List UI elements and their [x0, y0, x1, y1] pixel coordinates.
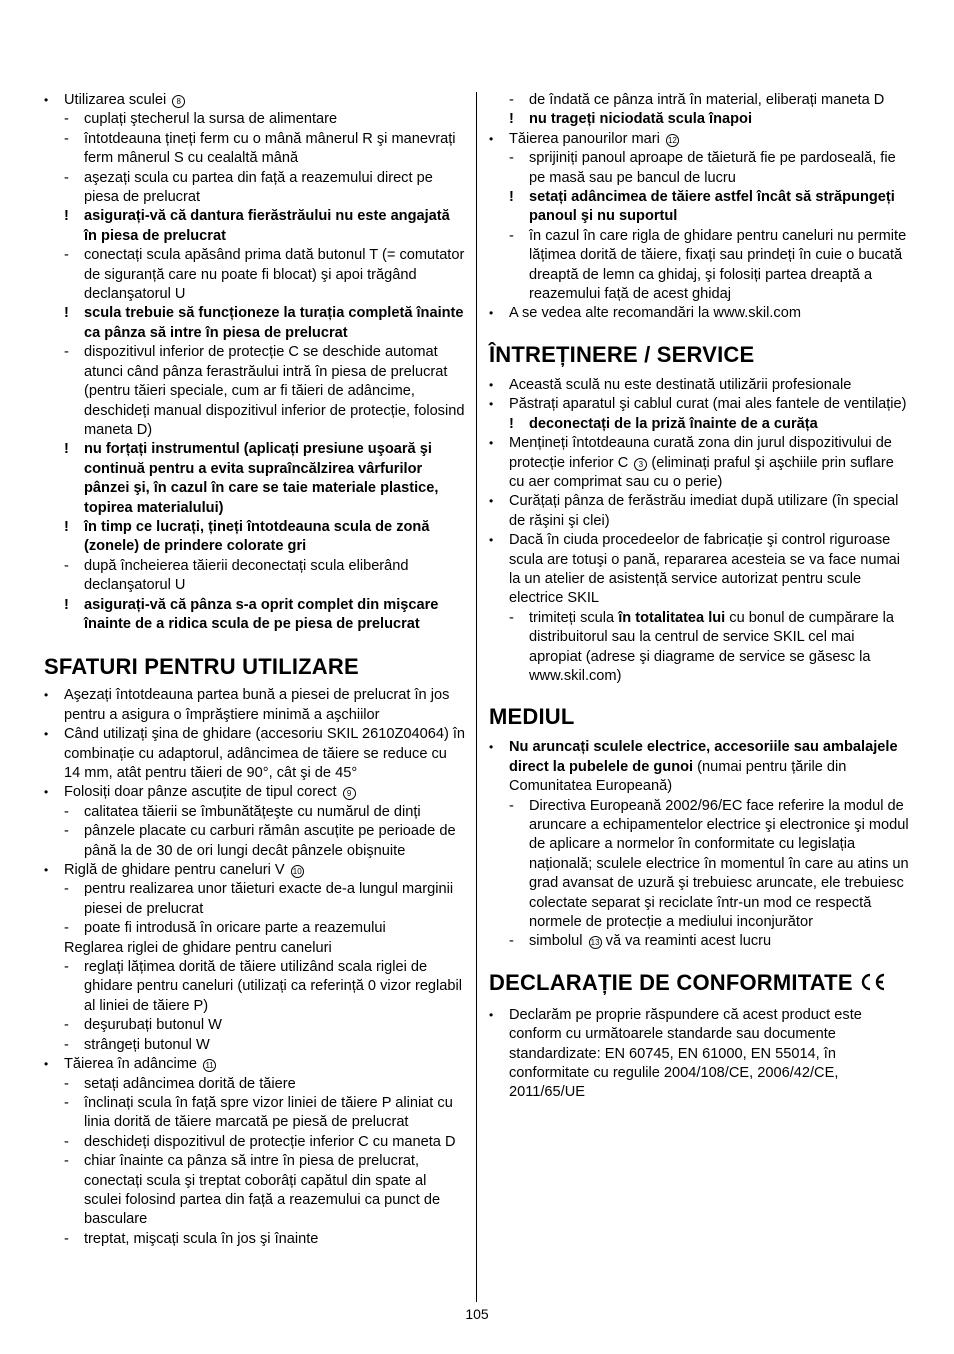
- list-marker: •: [489, 494, 494, 509]
- bullet-item: [489, 492, 911, 531]
- bullet-item: [44, 861, 466, 880]
- warning-item: [64, 440, 466, 518]
- item-text: [529, 933, 771, 949]
- section-heading-conformity: [489, 970, 911, 998]
- text: strângeți butonul W: [84, 1036, 210, 1053]
- list-marker: -: [64, 130, 69, 147]
- text: A se vedea alte recomandări la www.skil.com: [509, 305, 802, 322]
- list-marker: -: [64, 803, 69, 820]
- item-text: [64, 940, 332, 956]
- item-text: [84, 1231, 318, 1247]
- item-text: [84, 823, 456, 858]
- item-text: [64, 862, 304, 878]
- figure-reference-icon: 13: [589, 936, 602, 949]
- item-text: [84, 597, 438, 632]
- figure-reference-icon: 12: [666, 134, 679, 147]
- bullet-item: [44, 783, 466, 802]
- text: nu trageți niciodată scula înapoi: [529, 111, 752, 128]
- list-marker: !: [64, 441, 69, 458]
- list-item: [64, 246, 466, 304]
- list-marker: -: [509, 92, 514, 108]
- left-column: [44, 91, 466, 1249]
- text: setați adâncimea dorită de tăiere: [84, 1075, 296, 1092]
- list-marker: -: [509, 150, 514, 167]
- warning-item: [509, 188, 911, 227]
- list-marker: •: [489, 1007, 494, 1022]
- right-usage-continued-list: [489, 91, 911, 324]
- right-column: [489, 91, 911, 1103]
- item-text: [509, 377, 851, 393]
- item-text: [84, 247, 464, 302]
- bullet-item: [44, 686, 466, 725]
- list-item: [64, 130, 466, 169]
- text: înclinați scula în față spre vizor liniei de tăiere P aliniat cu linia dorită de tăiere marcată pe piesă de prelucrat: [84, 1094, 453, 1131]
- item-text: [84, 1037, 210, 1053]
- text: Dacă în ciuda procedeelor de fabricație şi control riguroase scula are totuşi o pană, repararea acesteia se va face numai la un atelier de asistență service autorizat pentru scule electrice SKIL: [509, 532, 901, 607]
- list-item: [509, 932, 911, 951]
- left-usage-list: [44, 91, 466, 634]
- left-tips-list: [44, 686, 466, 1249]
- item-text: [84, 441, 438, 515]
- item-text: [84, 1076, 296, 1092]
- item-text: [529, 610, 894, 684]
- text: Tăierea panourilor mari: [509, 130, 660, 147]
- list-marker: -: [64, 344, 69, 361]
- item-text: [529, 798, 909, 930]
- list-marker: -: [509, 933, 514, 950]
- page-number: 105: [465, 1306, 489, 1322]
- text: deschideți dispozitivul de protecție inferior C cu maneta D: [84, 1133, 456, 1150]
- item-text: [509, 305, 801, 321]
- column-divider: [476, 92, 477, 1302]
- text: de îndată ce pânza intră în material, eliberați maneta D: [529, 92, 885, 108]
- list-marker: -: [64, 1230, 69, 1247]
- list-item: [64, 1094, 466, 1133]
- warning-item: [509, 415, 911, 434]
- item-text: [84, 881, 453, 916]
- list-marker: •: [44, 93, 49, 107]
- text: scula trebuie să funcționeze la turația completă înainte ca pânza să intre în piesa de prelucrat: [84, 305, 464, 341]
- text: Utilizarea sculei: [64, 92, 167, 108]
- list-item: [64, 919, 466, 938]
- text: Tăierea în adâncime: [64, 1056, 198, 1073]
- figure-reference-icon: 11: [203, 1059, 216, 1072]
- item-text: [529, 189, 895, 224]
- text: conectați scula apăsând prima dată butonul T (= comutator de siguranță care nu poate fi blocat) şi apoi trăgând declanşatorul U: [84, 247, 465, 303]
- text: chiar înainte ca pânza să intre în piesa de prelucrat, conectați scula şi treptat coborâți capătul din spate al sculei folosind partea din față a reazemului ca punct de basculare: [84, 1153, 441, 1228]
- item-text: [529, 150, 896, 185]
- text: aşezați scula cu partea din față a reazemului direct pe piesa de prelucrat: [84, 169, 433, 206]
- list-marker: •: [44, 785, 49, 800]
- list-item: [64, 110, 466, 129]
- list-marker: -: [64, 1094, 69, 1111]
- item-text: [509, 739, 898, 794]
- text: (eliminați praful şi aşchiile prin suflare cu aer comprimat sau cu o perie): [509, 454, 894, 490]
- item-text: [509, 435, 894, 490]
- text: Când utilizați şina de ghidare (accesoriu SKIL 2610Z04064) în combinație cu adaptorul, adâncimea de tăiere se reduce cu 14 mm, atât pentru tăieri de 90°, cât şi de 45°: [64, 726, 466, 781]
- text: cu bonul de cumpărare la distribuitorul sau la centrul de service SKIL cel mai apropiat (adrese şi diagrame de service se găsesc la www.skil.com): [529, 609, 894, 684]
- right-conformity-list: [489, 1006, 911, 1103]
- list-marker: -: [509, 797, 514, 814]
- list-item: [64, 1075, 466, 1094]
- text: Directiva Europeană 2002/96/EC face referire la modul de aruncare a echipamentelor electrice şi electronice şi modul de aplicare a normelor în conformitate cu legislația națională; sculele electrice în momentul în care au atins un grad avansat de uzură şi trebuiesc aruncate, ele trebuiesc colectate separat şi reciclate într-un mod ce respectă normele de protecție a mediului inconjurător: [529, 797, 909, 931]
- right-environment-list: [489, 738, 911, 951]
- figure-reference-icon: 10: [291, 865, 304, 878]
- list-marker: -: [64, 1036, 69, 1053]
- text: calitatea tăierii se îmbunătățeşte cu numărul de dinți: [84, 803, 421, 820]
- item-text: [64, 784, 356, 800]
- bullet-item: [489, 434, 911, 492]
- bold-text: nu forțați instrumentul: [84, 441, 240, 458]
- list-marker: !: [64, 518, 69, 535]
- text: simbolul: [529, 933, 583, 950]
- list-item: [509, 227, 911, 305]
- list-marker: •: [44, 727, 49, 742]
- list-marker: -: [64, 1075, 69, 1092]
- list-marker: -: [64, 823, 69, 840]
- warning-item: [64, 518, 466, 557]
- list-marker: -: [64, 1153, 69, 1170]
- list-marker: •: [44, 1057, 49, 1072]
- text: reglați lățimea dorită de tăiere utilizând scala riglei de ghidare pentru caneluri (utilizați ca referință 0 vizor reglabil al liniei de tăiere P): [84, 959, 463, 1014]
- warning-item: [64, 304, 466, 343]
- list-marker: -: [64, 959, 69, 976]
- item-text: [84, 1153, 440, 1227]
- list-item: [64, 1152, 466, 1230]
- list-marker: •: [489, 306, 494, 321]
- list-marker: -: [64, 1133, 69, 1150]
- text: Curățați pânza de ferăstrău imediat după utilizare (în special de răşini şi clei): [509, 493, 899, 529]
- list-marker: -: [64, 881, 69, 898]
- list-marker: •: [44, 863, 49, 878]
- item-text: [84, 1017, 222, 1033]
- list-marker: !: [509, 415, 514, 432]
- list-marker: -: [64, 920, 69, 937]
- item-text: [84, 804, 421, 820]
- figure-reference-icon: 9: [343, 787, 356, 800]
- list-item: [64, 1036, 466, 1055]
- figure-reference-icon: 8: [172, 95, 185, 108]
- bullet-item: [489, 376, 911, 395]
- text: trimiteți scula: [529, 609, 619, 626]
- text: cuplați ştecherul la sursa de alimentare: [84, 111, 338, 128]
- bullet-item: [489, 395, 911, 414]
- list-marker: •: [489, 131, 494, 146]
- list-item: [509, 91, 911, 110]
- bullet-item: [489, 531, 911, 609]
- item-text: [64, 726, 465, 781]
- list-marker: -: [64, 1017, 69, 1034]
- list-marker: !: [64, 305, 69, 322]
- warning-item: [64, 596, 466, 635]
- list-item: [509, 149, 911, 188]
- list-marker: !: [509, 111, 514, 128]
- right-maintenance-list: [489, 376, 911, 687]
- text: (numai pentru țările din Comunitatea Europeană): [509, 758, 847, 795]
- item-text: [509, 493, 898, 528]
- bullet-item: [44, 725, 466, 783]
- bullet-item: [489, 304, 911, 323]
- item-text: [84, 558, 409, 593]
- list-item: [64, 1016, 466, 1035]
- section-heading-maintenance: ÎNTREȚINERE / SERVICE: [489, 341, 755, 367]
- list-item: [64, 169, 466, 208]
- list-marker: •: [44, 688, 49, 703]
- list-marker: !: [64, 596, 69, 613]
- bullet-item: [489, 738, 911, 796]
- text: în timp ce lucrați, țineți întotdeauna scula de zonă (zonele) de prindere colorate gri: [84, 518, 430, 555]
- list-marker: •: [489, 377, 494, 392]
- text: treptat, mişcați scula în jos şi înainte: [84, 1230, 319, 1247]
- text: dispozitivul inferior de protecție C se deschide automat atunci când pânza ferastrăului intră în piesa de prelucrat (pentru tăieri speciale, cum ar fi tăieri de adâncime, deschideți manual dispozitivul inferior de protecție, folosind maneta D): [84, 344, 465, 438]
- list-item: [64, 1230, 466, 1249]
- item-text: [84, 519, 429, 554]
- ce-mark-icon: [859, 972, 887, 998]
- list-item: [509, 609, 911, 687]
- list-marker: -: [509, 227, 514, 244]
- text: după încheierea tăierii deconectați scula eliberând declanşatorul U: [84, 557, 409, 594]
- list-item: [509, 797, 911, 933]
- list-marker: -: [64, 111, 69, 128]
- text: vă va reaminti acest lucru: [601, 933, 772, 950]
- list-marker: -: [64, 247, 69, 264]
- list-item: [64, 557, 466, 596]
- item-text: [509, 1007, 862, 1101]
- list-marker: -: [64, 169, 69, 186]
- text: Reglarea riglei de ghidare pentru caneluri: [64, 939, 332, 956]
- text: pânzele placate cu carburi rămân ascuțite pe perioade de până la de 30 de ori lungi decât pânzele obişnuite: [84, 823, 456, 859]
- list-item: [44, 939, 466, 958]
- list-marker: -: [64, 557, 69, 574]
- bullet-item: [44, 1055, 466, 1074]
- text: Mențineți întotdeauna curată zona din jurul dispozitivului de protecție inferior C: [509, 435, 892, 471]
- section-heading-environment: MEDIUL: [489, 704, 575, 730]
- item-text: [529, 92, 884, 108]
- text: în cazul în care rigla de ghidare pentru caneluri nu permite lățimea dorită de tăiere, fixați sau prindeți în cuie o bucată dreaptă de lemn ca ghidaj, şi folosiți partea dreaptă a reazemului față de acest ghidaj: [529, 227, 907, 303]
- list-marker: •: [489, 740, 494, 755]
- item-text: [64, 687, 449, 722]
- bold-text: Nu aruncați sculele electrice, accesoriile sau ambalajele direct la pubelele de gunoi: [509, 739, 898, 775]
- text: pentru realizarea unor tăieturi exacte de-a lungul marginii piesei de prelucrat: [84, 881, 454, 917]
- item-text: [529, 111, 752, 127]
- list-marker: !: [64, 208, 69, 225]
- item-text: [529, 416, 818, 432]
- item-text: [509, 532, 900, 606]
- text: (aplicați presiune uşoară şi continuă pentru a evita supraîncălzirea vârfurilor pânzei şi, în cazul în care se taie materiale plastice, topirea materialului): [84, 441, 439, 516]
- text: Declarăm pe proprie răspundere că acest product este conform cu următoarele standarde sau documente standardizate: EN 60745, EN 61000, EN 55014, în conformitate cu regulile 2004/108/CE, 2006/42/CE, 2011/65/UE: [509, 1006, 862, 1101]
- list-item: [64, 880, 466, 919]
- item-text: [84, 208, 450, 243]
- text: Folosiți doar pânze ascuțite de tipul corect: [64, 784, 337, 801]
- item-text: [84, 111, 337, 127]
- list-marker: !: [509, 189, 514, 206]
- item-text: [529, 228, 906, 302]
- item-text: [64, 92, 185, 108]
- text: asigurați-vă că dantura fierăstrăului nu este angajată în piesa de prelucrat: [84, 208, 450, 244]
- item-text: [509, 131, 679, 147]
- item-text: [84, 170, 433, 205]
- bold-text: în totalitatea lui: [618, 609, 726, 626]
- text: întotdeauna țineți ferm cu o mână mânerul R şi manevrați ferm mânerul S cu cealaltă mână: [84, 130, 456, 167]
- list-marker: •: [489, 533, 494, 548]
- item-text: [84, 1095, 453, 1130]
- figure-reference-icon: 3: [634, 458, 647, 471]
- list-marker: •: [489, 436, 494, 451]
- bullet-item: [489, 1006, 911, 1103]
- text: Această sculă nu este destinată utilizării profesionale: [509, 376, 852, 393]
- bullet-item: [44, 91, 466, 110]
- text: setați adâncimea de tăiere astfel încât să străpungeți panoul şi nu suportul: [529, 189, 895, 225]
- warning-item: [64, 207, 466, 246]
- item-text: [84, 959, 462, 1014]
- list-item: [64, 1133, 466, 1152]
- text: Riglă de ghidare pentru caneluri V: [64, 862, 285, 879]
- list-marker: •: [489, 397, 494, 412]
- item-text: [84, 1134, 456, 1150]
- text: poate fi introdusă în oricare parte a reazemului: [84, 920, 386, 937]
- text: deşurubați butonul W: [84, 1017, 222, 1034]
- list-marker: -: [509, 609, 514, 626]
- conformity-title: DECLARAȚIE DE CONFORMITATE: [489, 969, 853, 995]
- text: asigurați-vă că pânza s-a oprit complet din mişcare înainte de a ridica scula de pe piesa de prelucrat: [84, 596, 439, 632]
- warning-item: [509, 110, 911, 129]
- section-heading-tips: SFATURI PENTRU UTILIZARE: [44, 654, 359, 680]
- list-item: [64, 803, 466, 822]
- text: Păstrați aparatul şi cablul curat (mai ales fantele de ventilație): [509, 396, 907, 413]
- list-item: [64, 343, 466, 440]
- item-text: [84, 920, 386, 936]
- item-text: [84, 344, 464, 438]
- item-text: [64, 1056, 216, 1072]
- text: Aşezați întotdeauna partea bună a piesei de prelucrat în jos pentru a asigura o împrăştiere minimă a aşchiilor: [64, 687, 450, 723]
- item-text: [509, 396, 906, 412]
- text: deconectați de la priză înainte de a curăța: [529, 415, 818, 432]
- item-text: [84, 305, 464, 340]
- item-text: [84, 131, 456, 166]
- text: sprijiniți panoul aproape de tăietură fie pe pardoseală, fie pe masă sau pe bancul de lucru: [529, 150, 896, 186]
- list-item: [64, 958, 466, 1016]
- list-item: [64, 822, 466, 861]
- bullet-item: [489, 130, 911, 149]
